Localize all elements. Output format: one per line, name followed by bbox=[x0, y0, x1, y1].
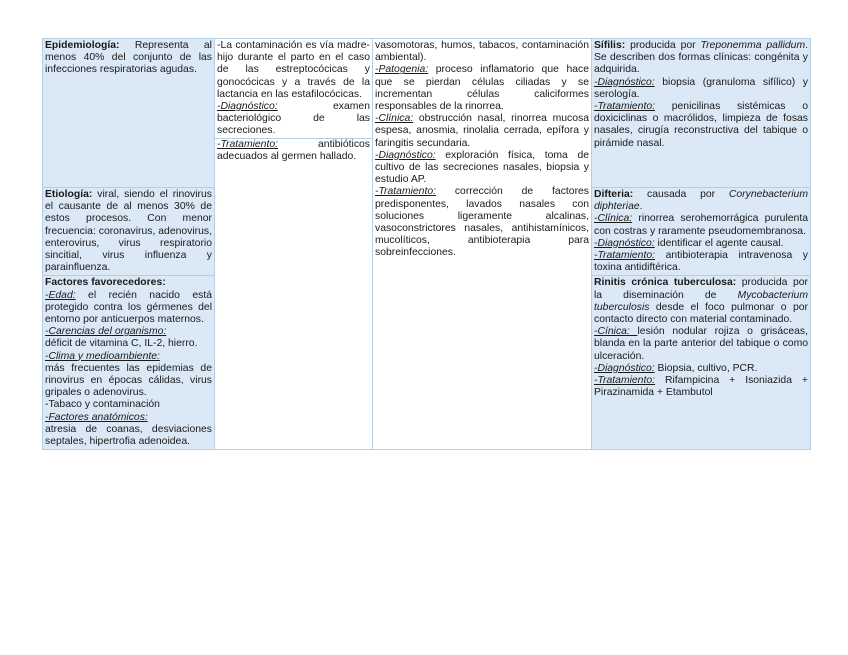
cell-epidemiologia bbox=[43, 39, 215, 188]
factores-clima-text: más frecuentes las epidemias de rinovirus en épocas cálidas, virus gripales o adenovirus. bbox=[45, 362, 212, 399]
sifilis-trat-text: penicilinas sistémicas o doxiciclinas o macrólidos, limpieza de fosas nasales, cirugía reconstructiva del tabique o pirámide nasal. bbox=[594, 101, 808, 149]
difteria-tratamiento bbox=[594, 250, 808, 274]
cell-etiologia bbox=[43, 188, 215, 276]
factores-tabaco: -Tabaco y contaminación bbox=[45, 399, 160, 411]
sifilis-text-a: producida por bbox=[625, 40, 701, 51]
col2-trat-block bbox=[215, 138, 372, 163]
col2-diag-label: -Diagnóstico: bbox=[217, 101, 278, 113]
difteria-text-a: causada por bbox=[633, 189, 729, 200]
epidemiologia-text: Representa al menos 40% del conjunto de las infecciones respiratorias agudas. bbox=[45, 40, 212, 76]
sifilis-diagnostico bbox=[594, 77, 808, 101]
factores-anat-label: -Factores anatómicos: bbox=[45, 411, 148, 423]
rinitis-text-a: producida por la diseminación de bbox=[594, 277, 808, 301]
col2-trat-label: -Tratamiento: bbox=[217, 138, 279, 150]
col2-trat-text: antibióticos adecuados al germen hallado. bbox=[217, 138, 370, 162]
cell-col2 bbox=[215, 39, 373, 450]
col3-clinica-label: -Clínica: bbox=[375, 113, 414, 125]
contaminacion-text: -La contaminación es vía madre-hijo durante el parto en el caso de las estreptocócicas y gonocócicas y a través de la lactancia en las estafilocócicas. bbox=[217, 40, 370, 100]
rinitis-clinica bbox=[594, 326, 808, 363]
col3-clinica bbox=[375, 113, 589, 150]
cell-difteria bbox=[592, 188, 811, 276]
difteria-clinica bbox=[594, 213, 808, 237]
document-page bbox=[42, 38, 810, 450]
col3-patog-label: -Patogenia: bbox=[375, 64, 429, 76]
col3-trat-text: corrección de factores predisponentes, lavados nasales con soluciones ligeramente alcalinas, vasoconstrictores nasales, antihistamínicos, mucolíticos, antibioterapia para sobreinfecciones. bbox=[375, 186, 589, 259]
difteria-diag-text: identificar el agente causal. bbox=[654, 237, 784, 249]
sifilis-diag-text: biopsia (granuloma sifílico) y serología. bbox=[594, 76, 808, 100]
rinitis-diag-text: Biopsia, cultivo, PCR. bbox=[654, 362, 758, 374]
etiologia-text: viral, siendo el rinovirus el causante de al menos 30% de estos procesos. Con menor frecuencia: coronavirus, adenovirus, enterovirus, virus respiratorio sincitial, virus influenza y parainfluenza. bbox=[45, 189, 212, 274]
col3-patogenia bbox=[375, 64, 589, 113]
epidemiologia-title: Epidemiología: bbox=[45, 40, 120, 51]
factores-carencias-label: -Carencias del organismo: bbox=[45, 326, 167, 338]
cell-col3 bbox=[373, 39, 592, 450]
factores-edad-label: -Edad: bbox=[45, 289, 76, 301]
difteria-clinica-text: rinorrea serohemorrágica purulenta con costras y raramente pseudomembranosa. bbox=[594, 213, 808, 237]
factores-edad bbox=[45, 290, 212, 327]
difteria-trat-label: -Tratamiento: bbox=[594, 250, 656, 262]
difteria-trat-text: antibioterapia intravenosa y toxina antidiftérica. bbox=[594, 250, 808, 274]
col3-diagnostico bbox=[375, 150, 589, 187]
col3-patog-text: proceso inflamatorio que hace que se pierdan células ciliadas y se incrementan células caliciformes responsables de la rinorrea. bbox=[375, 64, 589, 113]
sifilis-tratamiento bbox=[594, 101, 808, 150]
factores-anat-text: atresia de coanas, desviaciones septales, hipertrofia adenoidea. bbox=[45, 423, 212, 448]
col3-tratamiento bbox=[375, 186, 589, 259]
rinitis-diagnostico bbox=[594, 363, 808, 375]
difteria-diag-label: -Diagnóstico: bbox=[594, 237, 655, 249]
rinitis-clinica-text: lesión nodular rojiza o grisáceas, blanda en la parte anterior del tabique o como ulceración. bbox=[594, 326, 808, 362]
factores-title: Factores favorecedores: bbox=[45, 277, 166, 289]
sifilis-diag-label: -Diagnóstico: bbox=[594, 76, 655, 88]
col3-diag-label: -Diagnóstico: bbox=[375, 149, 436, 161]
cell-sifilis bbox=[592, 39, 811, 188]
difteria-title: Difteria: bbox=[594, 189, 634, 200]
rinitis-title: Rinitis crónica tuberculosa: bbox=[594, 277, 737, 289]
cell-factores bbox=[43, 276, 215, 450]
rinitis-clinica-label: -Cínica: bbox=[594, 326, 638, 338]
sifilis-organism: Treponemma pallidum bbox=[700, 40, 806, 51]
difteria-text-b: . bbox=[639, 201, 643, 213]
col3-trat-label: -Tratamiento: bbox=[375, 186, 437, 198]
rinitis-organism: Mycobacterium tuberculosis bbox=[594, 289, 808, 313]
rinitis-trat-label: -Tratamiento: bbox=[594, 375, 656, 387]
factores-carencias-text: déficit de vitamina C, IL-2, hierro. bbox=[45, 338, 198, 350]
rhinitis-table bbox=[42, 38, 811, 450]
rinitis-diag-label: -Diagnóstico: bbox=[594, 362, 655, 374]
etiologia-title: Etiología: bbox=[45, 189, 93, 200]
cell-rinitis-tuberculosa bbox=[592, 276, 811, 450]
factores-edad-text: el recién nacido está protegido contra los gérmenes del entorno por anticuerpos maternos. bbox=[45, 289, 212, 326]
col3-intro: vasomotoras, humos, tabacos, contaminación ambiental). bbox=[375, 40, 589, 64]
rinitis-text-b: desde el foco pulmonar o por contacto directo con material contaminado. bbox=[594, 301, 808, 326]
sifilis-text-b: . Se describen dos formas clínicas: congénita y adquirida. bbox=[594, 40, 808, 76]
col3-diag-text: exploración física, toma de cultivo de las secreciones nasales, biopsia y estudio AP. bbox=[375, 149, 589, 186]
factores-clima-label: -Clima y medioambiente: bbox=[45, 350, 160, 362]
difteria-organism: Corynebacterium diphteriae bbox=[594, 189, 808, 213]
rinitis-tratamiento bbox=[594, 375, 808, 399]
difteria-diagnostico bbox=[594, 238, 808, 250]
col3-clinica-text: obstrucción nasal, rinorrea mucosa espesa, anosmia, rinolalia cerrada, epífora y faringitis secundaria. bbox=[375, 113, 589, 149]
sifilis-trat-label: -Tratamiento: bbox=[594, 101, 656, 113]
rinitis-trat-text: Rifampicina + Isoniazida + Pirazinamida + Etambutol bbox=[594, 375, 808, 399]
sifilis-title: Sífilis: bbox=[594, 40, 626, 51]
difteria-clinica-label: -Clínica: bbox=[594, 213, 633, 225]
col2-diag-text: examen bacteriológico de las secreciones. bbox=[217, 101, 370, 137]
